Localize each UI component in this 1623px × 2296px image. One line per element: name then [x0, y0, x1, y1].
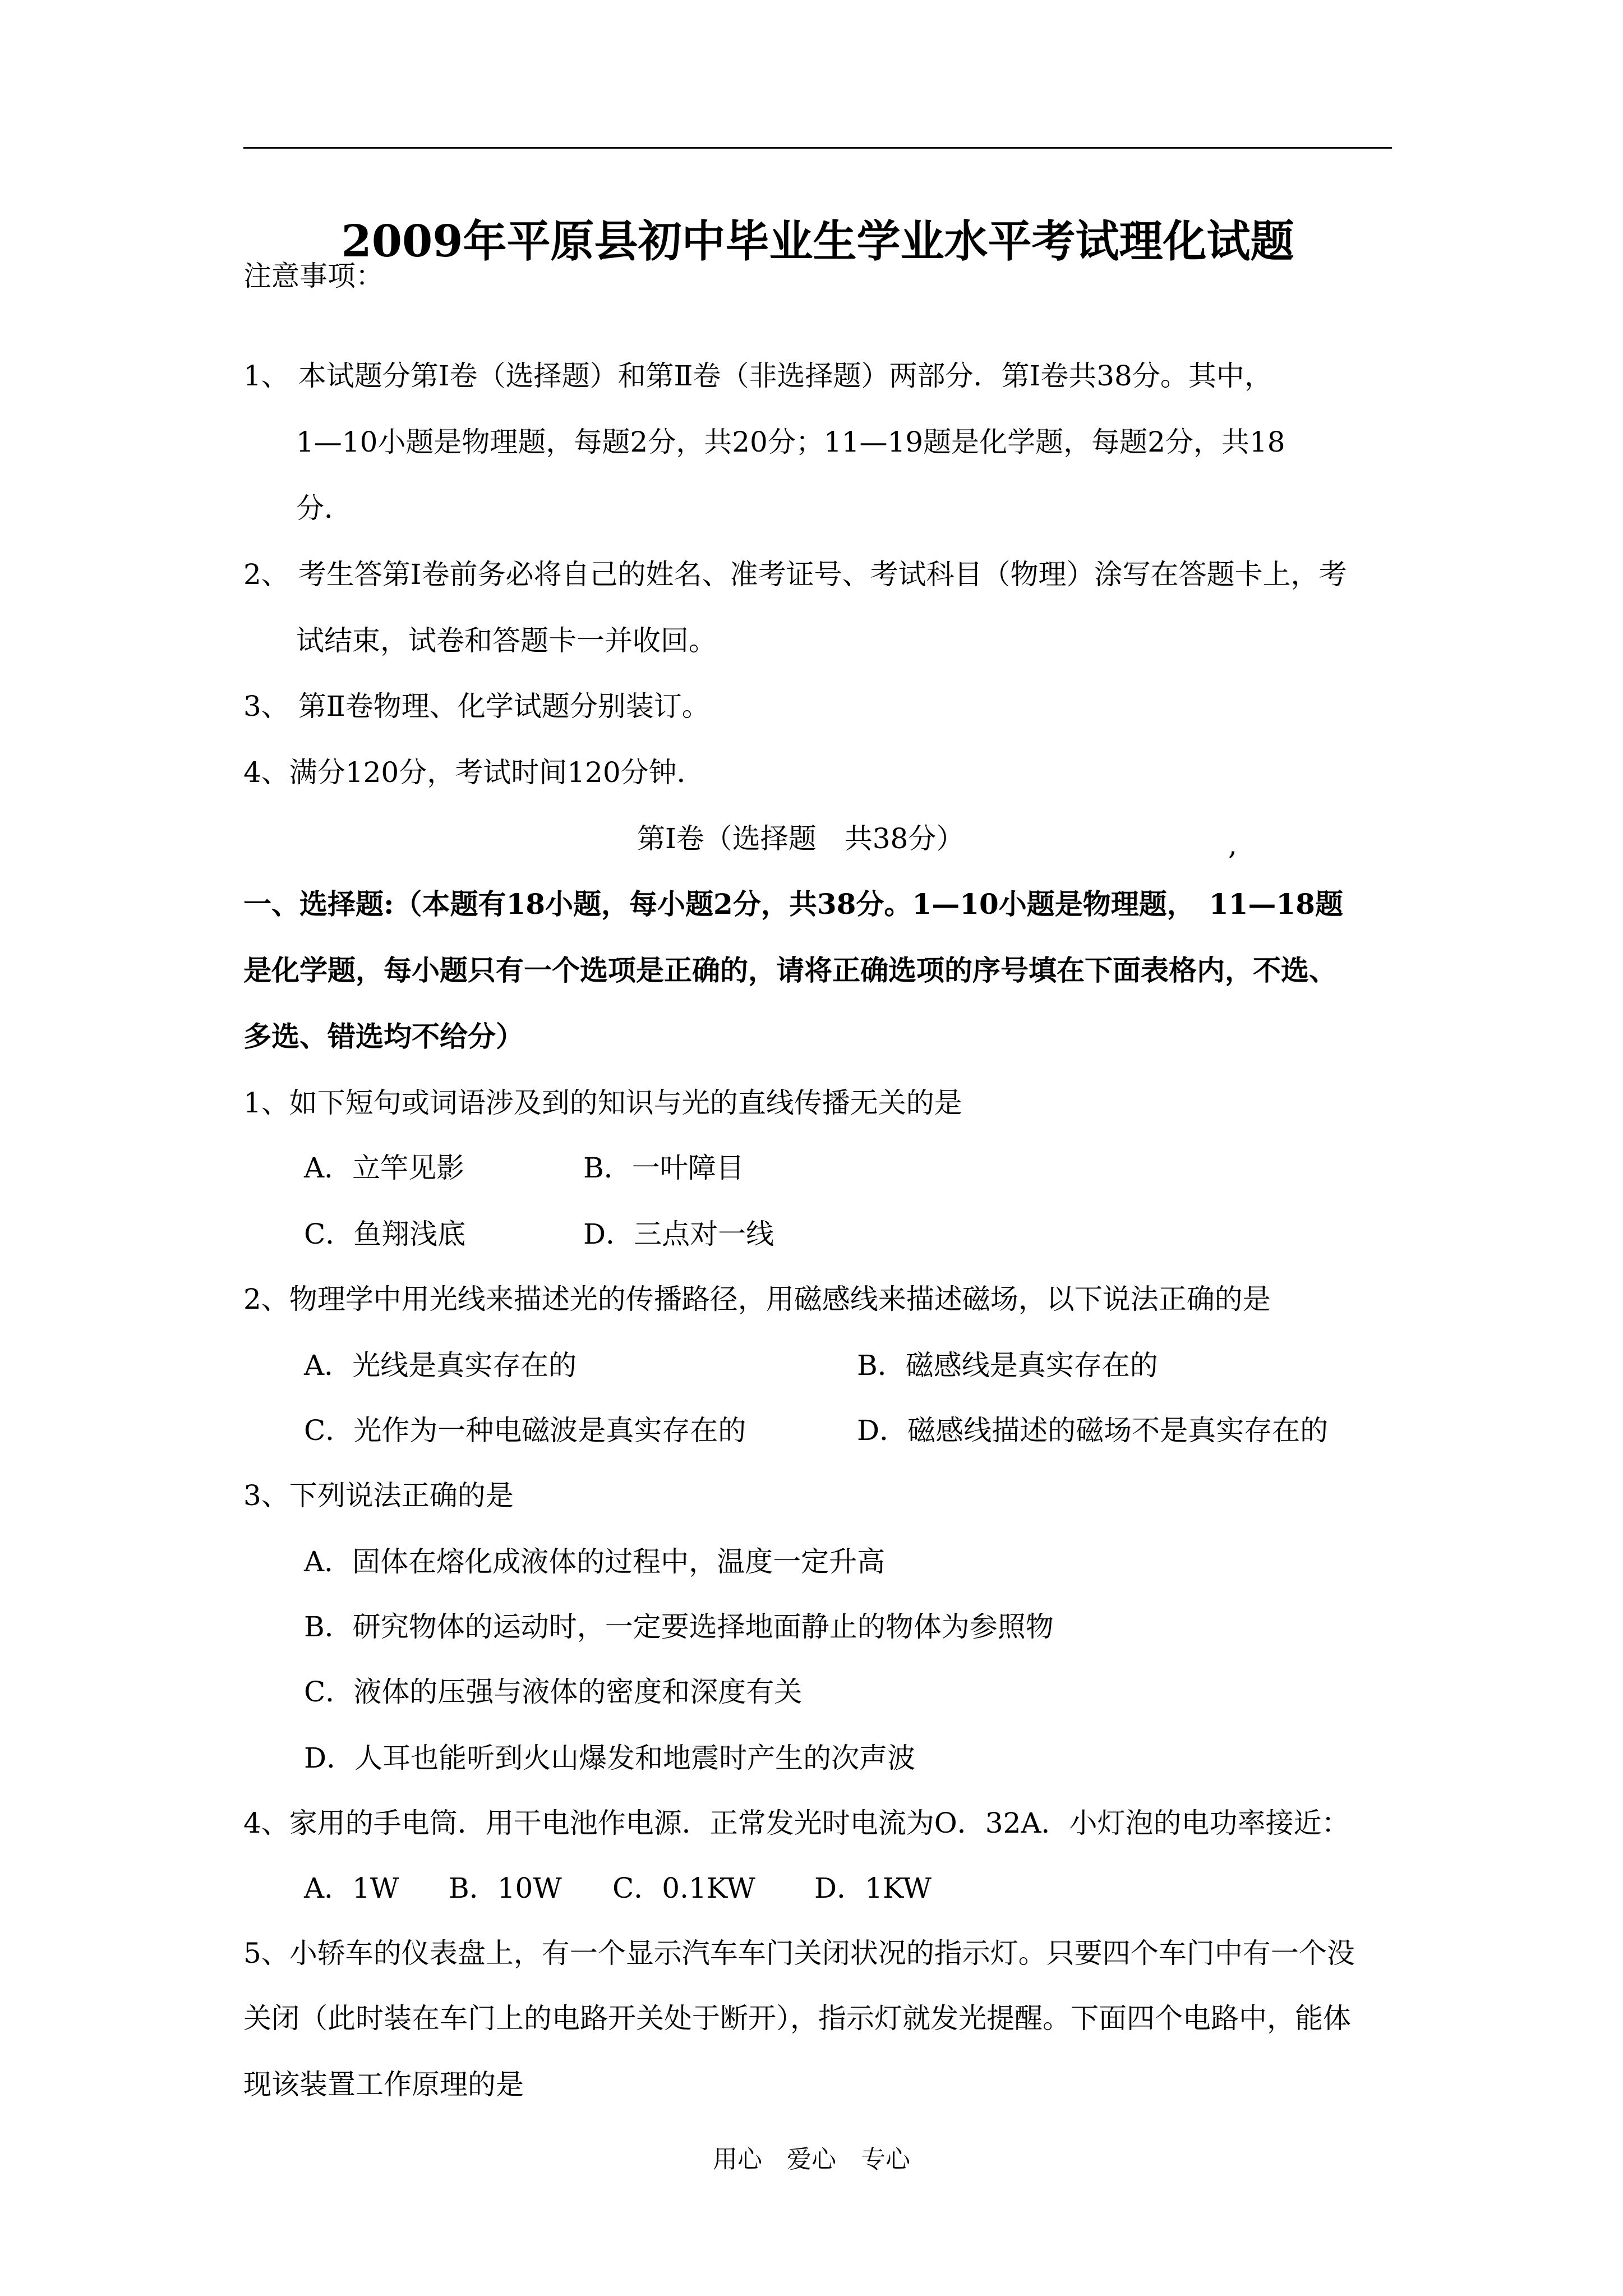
q4-option-d: D．1KW: [814, 1872, 932, 1904]
q1-option-c: C．鱼翔浅底: [304, 1218, 466, 1250]
q2-option-b: B．磁感线是真实存在的: [857, 1349, 1158, 1382]
q5-line-3: 现该装置工作原理的是: [243, 2068, 524, 2101]
q2-option-a: A．光线是真实存在的: [304, 1349, 577, 1382]
header-rule: [243, 147, 1392, 149]
q3-stem: 3、下列说法正确的是: [243, 1479, 514, 1512]
q4-option-c: C．0.1KW: [612, 1872, 755, 1904]
q1-option-b: B．一叶障目: [583, 1152, 744, 1184]
q3-option-b: B．研究物体的运动时，一定要选择地面静止的物体为参照物: [304, 1611, 1054, 1643]
section-heading: 第Ⅰ卷（选择题 共38分）: [637, 822, 965, 855]
q4-option-b: B．10W: [449, 1872, 562, 1904]
notes-heading: 注意事项：: [243, 260, 384, 292]
q2-option-d: D．磁感线描述的磁场不是真实存在的: [857, 1414, 1329, 1447]
q4-stem: 4、家用的手电筒．用干电池作电源．正常发光时电流为O．32A．小灯泡的电功率接近：: [243, 1807, 1350, 1839]
note-1-line-1: 1、 本试题分第Ⅰ卷（选择题）和第Ⅱ卷（非选择题）两部分．第Ⅰ卷共38分。其中，: [243, 360, 1272, 392]
note-1-line-3: 分．: [296, 492, 352, 524]
q5-line-1: 5、小轿车的仪表盘上，有一个显示汽车车门关闭状况的指示灯。只要四个车门中有一个没: [243, 1937, 1355, 1970]
q1-option-d: D．三点对一线: [583, 1218, 774, 1250]
note-4: 4、满分120分，考试时间120分钟．: [243, 756, 705, 789]
stray-mark: ,: [1228, 829, 1237, 861]
instructions-line-2: 是化学题，每小题只有一个选项是正确的，请将正确选项的序号填在下面表格内，不选、: [243, 954, 1337, 987]
page-title: 2009年平原县初中毕业生学业水平考试理化试题: [341, 216, 1294, 267]
q3-option-c: C．液体的压强与液体的密度和深度有关: [304, 1676, 803, 1708]
page-footer: 用心 爱心 专心: [713, 2145, 910, 2174]
instructions-line-1: 一、选择题:（本题有18小题，每小题2分，共38分。1—10小题是物理题， 11—18题: [243, 887, 1343, 921]
q1-option-a: A．立竿见影: [304, 1152, 465, 1184]
q1-stem: 1、如下短句或词语涉及到的知识与光的直线传播无关的是: [243, 1087, 962, 1119]
note-1-line-2: 1—10小题是物理题，每题2分，共20分；11—19题是化学题，每题2分，共18: [296, 426, 1285, 458]
note-2-line-1: 2、 考生答第Ⅰ卷前务必将自己的姓名、准考证号、考试科目（物理）涂写在答题卡上，考: [243, 558, 1347, 591]
note-3: 3、 第Ⅱ卷物理、化学试题分别装订。: [243, 690, 710, 723]
note-2-line-2: 试结束，试卷和答题卡一并收回。: [296, 624, 717, 657]
q3-option-a: A．固体在熔化成液体的过程中，温度一定升高: [304, 1545, 886, 1578]
q3-option-d: D．人耳也能听到火山爆发和地震时产生的次声波: [304, 1742, 916, 1774]
instructions-line-3: 多选、错选均不给分）: [243, 1020, 524, 1053]
q4-option-a: A．1W: [304, 1872, 399, 1904]
q2-stem: 2、物理学中用光线来描述光的传播路径，用磁感线来描述磁场，以下说法正确的是: [243, 1283, 1271, 1315]
q2-option-c: C．光作为一种电磁波是真实存在的: [304, 1414, 746, 1447]
q5-line-2: 关闭（此时装在车门上的电路开关处于断开），指示灯就发光提醒。下面四个电路中，能体: [243, 2002, 1351, 2035]
